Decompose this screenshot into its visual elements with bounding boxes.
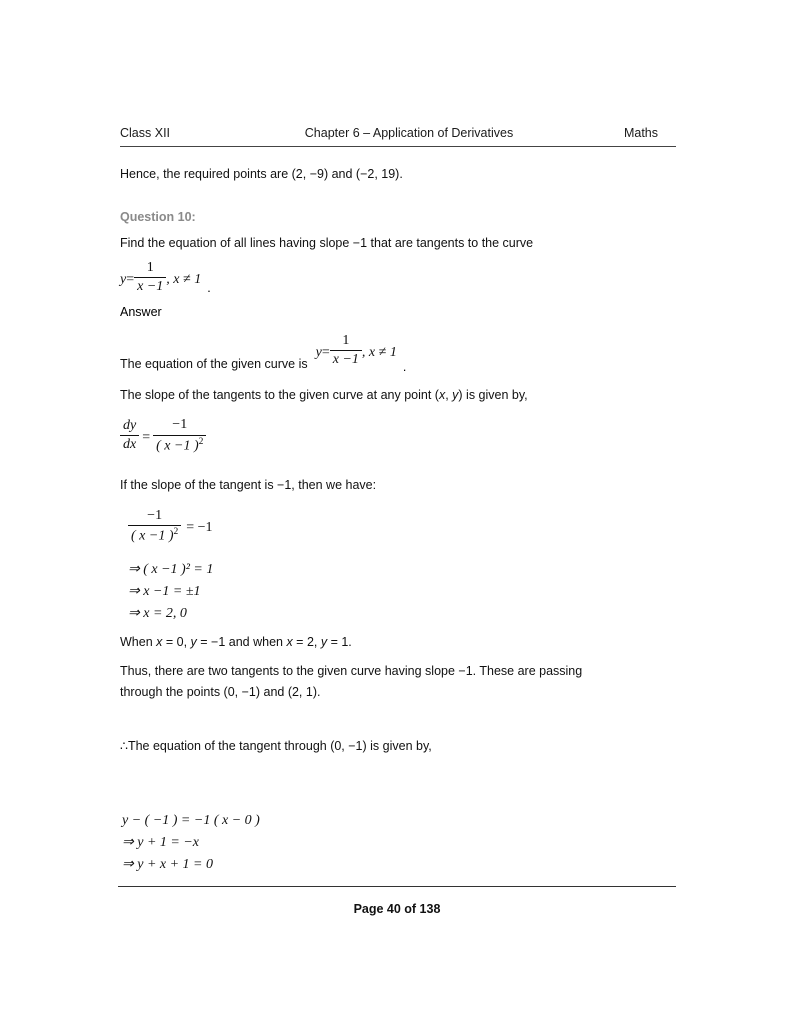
given-curve-period: . (402, 360, 407, 375)
given-curve-condition: , x ≠ 1 (361, 344, 397, 360)
hence-line: Hence, the required points are (2, −9) and (−2, 19). (120, 167, 403, 181)
derivative-lhs-den: dx (123, 437, 137, 453)
step2-equation: ⇒ ( x −1 )² = 1 (128, 561, 214, 577)
derivative-equals: = (142, 430, 151, 446)
given-curve-num: 1 (330, 333, 362, 351)
step3-display (120, 583, 676, 601)
slope-line: The slope of the tangents to the given curve at any point (x, y) is given by, (120, 388, 528, 403)
derivative-rhs-den (153, 436, 206, 455)
given-curve-equation (315, 332, 397, 370)
header-chapter: Chapter 6 – Application of Derivatives (304, 126, 514, 140)
final-eq-1: y − ( −1 ) = −1 ( x − 0 ) (122, 812, 260, 828)
derivative-rhs-den-text: ( x −1 ) (156, 438, 199, 454)
derivative-display (120, 417, 676, 457)
derivative-rhs-num: −1 (153, 417, 206, 435)
step1-num: −1 (128, 508, 181, 526)
given-curve-den: x −1 (332, 351, 359, 367)
step2-display (120, 561, 676, 579)
given-curve-line (120, 332, 676, 375)
page-number: Page 40 of 138 (353, 902, 441, 916)
step3-equation: ⇒ x −1 = ±1 (128, 583, 201, 599)
derivative-rhs-fraction (153, 417, 206, 454)
derivative-lhs-fraction (120, 418, 139, 453)
step1-fraction (128, 508, 181, 545)
derivative-equation (120, 417, 206, 457)
final-eq-1-display (122, 812, 676, 830)
given-curve-equals: = (321, 344, 330, 360)
curve-equation-display (120, 259, 676, 297)
thus-line-2: through the points (0, −1) and (2, 1). (120, 685, 321, 700)
final-equations (120, 812, 676, 874)
step1-equation (128, 507, 213, 547)
curve-eq-equals: = (126, 271, 135, 287)
step4-display (120, 605, 676, 623)
given-curve-prefix: The equation of the given curve is (120, 356, 308, 371)
curve-eq-den: x −1 (137, 278, 164, 294)
thus-line-1: Thus, there are two tangents to the given curve having slope −1. These are passing (120, 663, 583, 678)
therefore-line: ∴The equation of the tangent through (0, −1) is given by, (120, 738, 432, 753)
step1-rhs: = −1 (186, 520, 213, 536)
curve-eq-period: . (207, 280, 211, 295)
curve-eq-fraction (134, 260, 166, 295)
document-header (120, 126, 676, 147)
step1-den-text: ( x −1 ) (131, 528, 174, 544)
footer-divider (118, 886, 676, 887)
derivative-lhs-num: dy (120, 418, 139, 436)
final-eq-2: ⇒ y + 1 = −x (122, 835, 199, 851)
step1-den (128, 526, 181, 545)
question-text: Find the equation of all lines having slope −1 that are tangents to the curve (120, 236, 534, 251)
derivative-rhs-exp: 2 (198, 436, 204, 447)
final-eq-2-display (122, 834, 676, 852)
step1-display (120, 507, 676, 547)
given-curve-y: y (315, 344, 322, 360)
header-subject: Maths (623, 126, 658, 140)
answer-label: Answer (120, 304, 162, 319)
final-eq-3-display (122, 856, 676, 874)
curve-eq-num: 1 (134, 260, 166, 278)
curve-eq-y: y (120, 271, 127, 287)
page-content (120, 126, 676, 878)
step4-equation: ⇒ x = 2, 0 (128, 605, 187, 621)
header-class: Class XII (120, 126, 171, 140)
step1-den-exp: 2 (173, 526, 179, 537)
given-curve-fraction (330, 333, 362, 368)
final-eq-3: ⇒ y + x + 1 = 0 (122, 857, 213, 873)
if-slope-line: If the slope of the tangent is −1, then we have: (120, 478, 377, 493)
when-line: When x = 0, y = −1 and when x = 2, y = 1. (120, 634, 352, 649)
curve-eq-condition: , x ≠ 1 (166, 271, 202, 287)
curve-equation (120, 259, 202, 297)
question-label: Question 10: (120, 210, 196, 225)
